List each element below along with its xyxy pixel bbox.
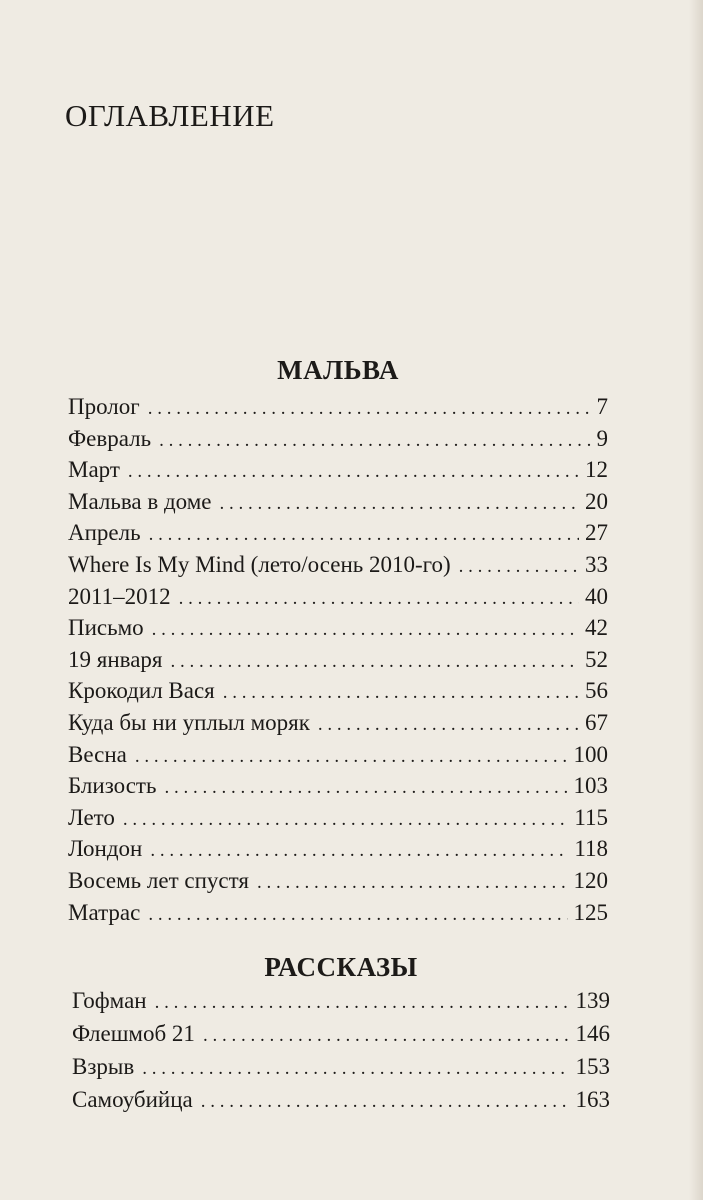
toc-entry [68,868,608,900]
toc-entry [72,1054,610,1087]
toc-entry [68,394,608,426]
dot-leader [148,904,567,926]
toc-entry-page: 52 [585,646,608,672]
toc-entry [68,520,608,552]
toc-entry-label: Весна [68,741,127,767]
toc-entry-page: 115 [574,804,608,830]
toc-entry-label: Апрель [68,520,141,546]
dot-leader [179,588,579,610]
toc-entry-page: 12 [585,457,608,483]
dot-leader [459,556,579,578]
toc-entry [68,584,608,616]
toc-entry-label: Лондон [68,836,143,862]
section-title-malva: МАЛЬВА [277,355,399,385]
dot-leader [150,840,568,862]
section-title-rasskazy: РАССКАЗЫ [264,952,418,982]
toc-entry [72,1021,610,1054]
toc-entry-label: Флешмоб 21 [72,1021,195,1046]
toc-entry-label: Мальва в доме [68,488,212,514]
toc-entry-label: Восемь лет спустя [68,867,249,893]
toc-entry-label: 2011–2012 [68,583,171,609]
toc-list-rasskazy [72,988,610,1120]
toc-entry [68,773,608,805]
toc-entry-label: Матрас [68,899,141,925]
dot-leader [203,1025,570,1047]
toc-entry [72,1087,610,1120]
toc-entry-page: 125 [573,899,608,925]
toc-entry-page: 163 [575,1087,610,1112]
toc-entry-page: 103 [573,773,608,799]
toc-entry [68,426,608,458]
toc-entry [68,678,608,710]
toc-entry-label: Письмо [68,615,144,641]
page-edge-shadow [689,0,703,1200]
dot-leader [318,714,579,736]
toc-entry-page: 56 [585,678,608,704]
toc-entry [68,489,608,521]
toc-entry [68,836,608,868]
toc-entry-page: 153 [575,1054,610,1079]
dot-leader [123,809,568,831]
toc-entry [68,710,608,742]
toc-entry-page: 118 [574,836,608,862]
dot-leader [149,524,579,546]
toc-entry-page: 120 [573,867,608,893]
toc-entry-page: 139 [575,988,610,1013]
dot-leader [257,872,568,894]
toc-entry-page: 100 [573,741,608,767]
toc-entry [68,615,608,647]
toc-entry-page: 9 [596,425,608,451]
toc-entry-label: Февраль [68,425,152,451]
toc-entry [68,805,608,837]
toc-list-malva [68,394,608,931]
dot-leader [148,398,591,420]
dot-leader [164,777,567,799]
toc-entry-label: Where Is My Mind (лето/осень 2010-го) [68,551,451,577]
toc-entry-page: 42 [585,615,608,641]
toc-entry [68,742,608,774]
toc-entry-label: Куда бы ни уплыл моряк [68,709,310,735]
dot-leader [219,493,579,515]
toc-entry [68,457,608,489]
toc-entry-page: 20 [585,488,608,514]
toc-entry-label: Пролог [68,394,140,419]
toc-entry [72,988,610,1021]
dot-leader [142,1058,569,1080]
toc-entry-label: Самоубийца [72,1087,193,1112]
dot-leader [128,461,579,483]
dot-leader [135,746,568,768]
toc-entry [68,900,608,932]
toc-entry-label: Гофман [72,988,147,1013]
dot-leader [223,682,579,704]
dot-leader [201,1091,570,1113]
toc-entry [68,552,608,584]
toc-entry-label: Близость [68,773,157,799]
page-title: ОГЛАВЛЕНИЕ [65,98,275,133]
dot-leader [152,619,579,641]
toc-entry-label: Лето [68,804,115,830]
toc-entry-page: 27 [585,520,608,546]
toc-entry [68,647,608,679]
toc-entry-page: 146 [575,1021,610,1046]
toc-entry-label: Март [68,457,120,483]
dot-leader [159,430,590,452]
toc-entry-label: 19 января [68,646,163,672]
toc-entry-label: Взрыв [72,1054,135,1079]
toc-entry-page: 7 [596,394,608,419]
toc-entry-label: Крокодил Вася [68,678,215,704]
toc-entry-page: 33 [585,551,608,577]
toc-entry-page: 40 [585,583,608,609]
toc-entry-page: 67 [585,709,608,735]
dot-leader [170,651,579,673]
dot-leader [155,992,570,1014]
